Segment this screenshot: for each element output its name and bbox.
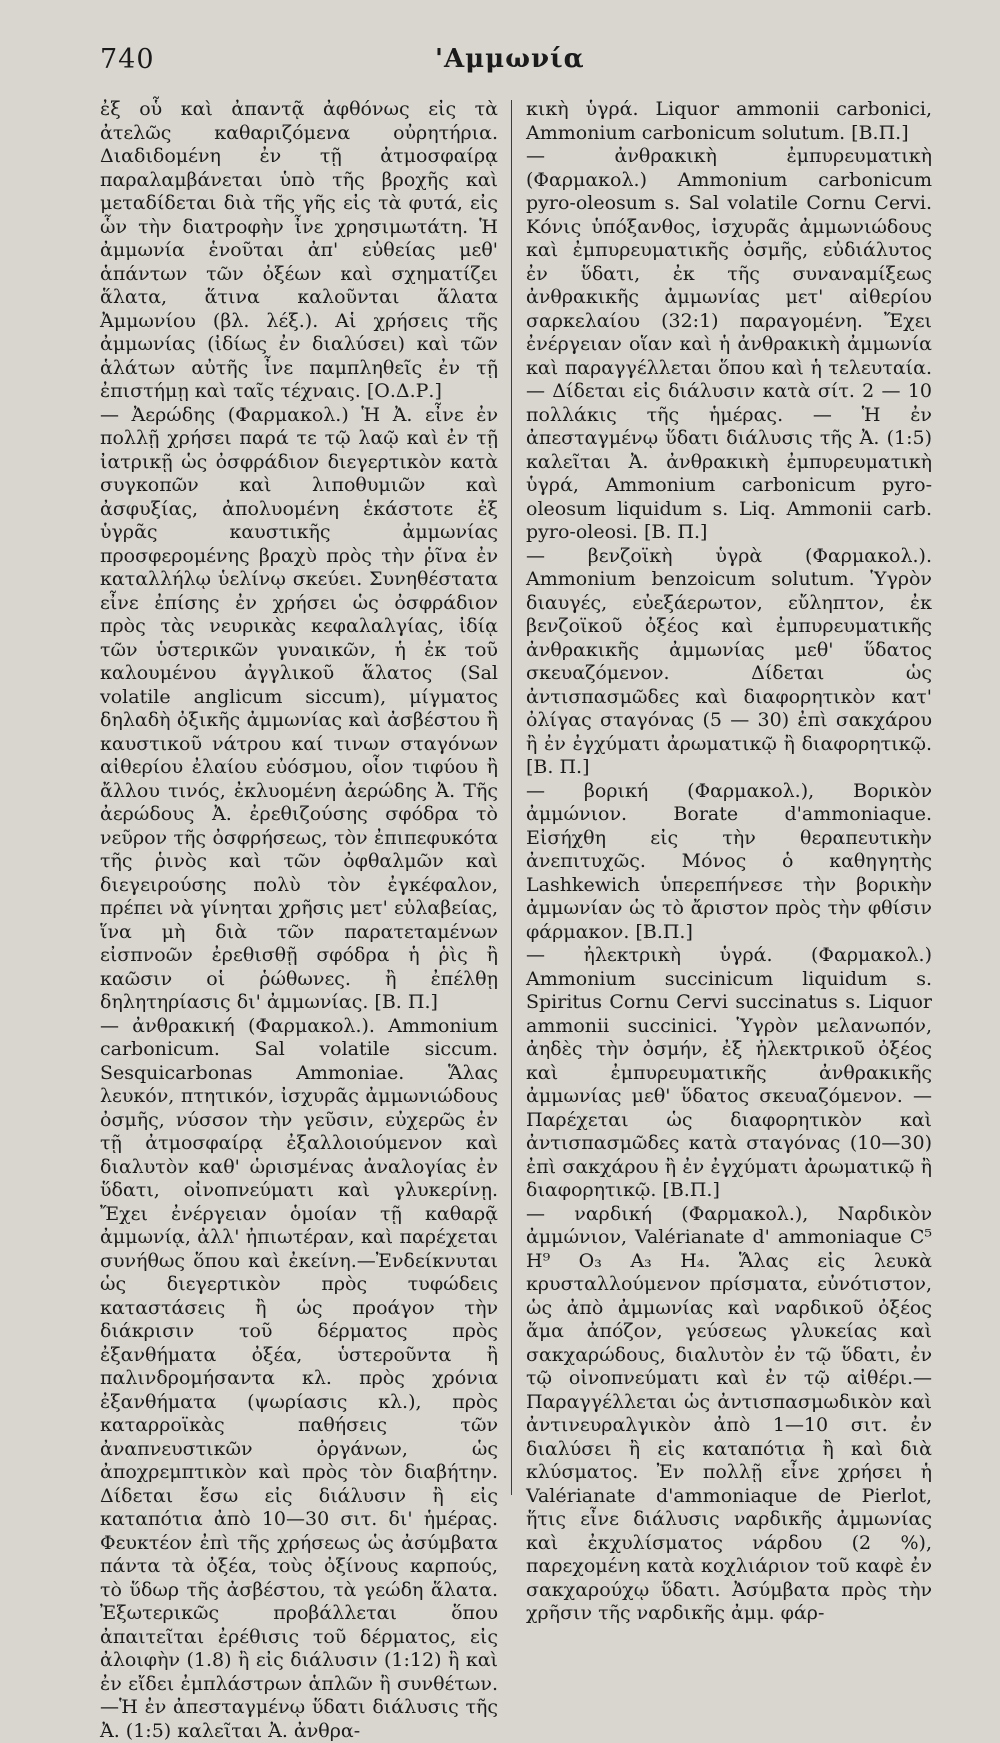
- right-paragraph-3: — βενζοϊκὴ ὑγρὰ (Φαρμακολ.). Ammonium benzoicum solutum. Ὑγρὸν διαυγές, εὐεξάερωτον, εὔληπτον, ἐκ βενζοϊκοῦ ὀξέος καὶ ἐμπυρευματικῆς ἀνθρακικῆς ἀμμωνίας μεθ' ὕδατος σκευαζόμενον. Δίδεται ὡς ἀντισπασμῶδες καὶ διαφορητικὸν κατ' ὀλίγας σταγόνας (5 — 30) ἐπὶ σακχάρου ἢ ἐν ἐγχύματι ἀρωματικῷ ἢ διαφορητικῷ. [Β. Π.]: [526, 545, 932, 780]
- page-header: [100, 44, 960, 88]
- right-column: [526, 98, 932, 1518]
- right-paragraph-2: — ἀνθρακικὴ ἐμπυρευματικὴ (Φαρμακολ.) Ammonium carbonicum pyro-oleosum s. Sal volatile Cornu Cervi. Κόνις ὑπόξανθος, ἰσχυρᾶς ἀμμωνιώδους καὶ ἐμπυρευματικῆς ὀσμῆς, εὐδιάλυτος ἐν ὕδατι, ἐκ τῆς συναναμίξεως ἀνθρακικῆς ἀμμωνίας μετ' αἰθερίου σαρκελαίου (32:1) παραγομένη. Ἔχει ἐνέργειαν οἵαν καὶ ἡ ἀνθρακικὴ ἀμμωνία καὶ παραγγέλλεται ὅπου καὶ ἡ τελευταία.— Δίδεται εἰς διάλυσιν κατὰ σίτ. 2 — 10 πολλάκις τῆς ἡμέρας. — Ἡ ἐν ἀπεσταγμένῳ ὕδατι διάλυσις τῆς Ἀ. (1:5) καλεῖται Ἀ. ἀνθρακικὴ ἐμπυρευματικὴ ὑγρά, Ammonium carbonicum pyro-oleosum liquidum s. Liq. Ammonii carb. pyro-oleosi. [Β. Π.]: [526, 145, 932, 545]
- column-divider: [511, 100, 512, 1495]
- right-paragraph-4: — βορική (Φαρμακολ.), Βορικὸν ἀμμώνιον. Borate d'ammoniaque. Εἰσήχθη εἰς τὴν θεραπευτικὴν ἀνεπιτυχῶς. Μόνος ὁ καθηγητὴς Lashkewich ὑπερεπήνεσε τὴν βορικὴν ἀμμωνίαν ὡς τὸ ἄριστον πρὸς τὴν φθίσιν φάρμακον. [Β.Π.]: [526, 780, 932, 945]
- right-paragraph-1: κικὴ ὑγρά. Liquor ammonii carbonici, Ammonium carbonicum solutum. [Β.Π.]: [526, 98, 932, 145]
- right-paragraph-6: — ναρδική (Φαρμακολ.), Ναρδικὸν ἀμμώνιον, Valérianate d' ammoniaque C⁵ H⁹ O₃ A₃ H₄. Ἅλας εἰς λευκὰ κρυσταλλούμενον πρίσματα, εὐνότιστον, ὡς ἀπὸ ἀμμωνίας καὶ ναρδικοῦ ὀξέος ἅμα ἀπόζον, γεύσεως γλυκείας καὶ σακχαρώδους, διαλυτὸν ἐν τῷ ὕδατι, ἐν τῷ οἰνοπνεύματι καὶ ἐν τῷ αἰθέρι.—Παραγγέλλεται ὡς ἀντισπασμωδικὸν καὶ ἀντινευραλγικὸν ἀπὸ 1—10 σιτ. ἐν διαλύσει ἢ εἰς καταπότια ἢ καὶ διὰ κλύσματος. Ἐν πολλῇ εἶνε χρήσει ἡ Valérianate d'ammoniaque de Pierlot, ἥτις εἶνε διάλυσις ναρδικῆς ἀμμωνίας καὶ ἐκχυλίσματος νάρδου (2 %), παρεχομένη κατὰ κοχλιάριον τοῦ καφὲ ἐν σακχαρούχῳ ὕδατι. Ἀσύμβατα πρὸς τὴν χρῆσιν τῆς ναρδικῆς ἀμμ. φάρ-: [526, 1203, 932, 1626]
- running-head: 'Αμμωνία: [435, 44, 585, 74]
- page-number: 740: [100, 44, 155, 75]
- left-column: [100, 98, 498, 1518]
- left-paragraph-2: — Ἀερώδης (Φαρμακολ.) Ἡ Ἀ. εἶνε ἐν πολλῇ χρήσει παρά τε τῷ λαῷ καὶ ἐν τῇ ἰατρικῇ ὡς ὀσφράδιον διεγερτικὸν κατὰ συγκοπῶν καὶ λιποθυμιῶν καὶ ἀσφυξίας, ἀπολυομένη ἑκάστοτε ἐξ ὑγρᾶς καυστικῆς ἀμμωνίας προσφερομένης βραχὺ πρὸς τὴν ῥῖνα ἐν καταλλήλῳ ὑελίνῳ σκεύει. Συνηθέστατα εἶνε ἐπίσης ἐν χρήσει ὡς ὀσφράδιον πρὸς τὰς νευρικὰς κεφαλαλγίας, ἰδίᾳ τῶν ὑστερικῶν γυναικῶν, ἡ ἐκ τοῦ καλουμένου ἀγγλικοῦ ἅλατος (Sal volatile anglicum siccum), μίγματος δηλαδὴ ὀξικῆς ἀμμωνίας καὶ ἀσβέστου ἢ καυστικοῦ νάτρου καί τινων σταγόνων αἰθερίου ἐλαίου εὐόσμου, οἷον τιφύου ἢ ἄλλου τινός, ἐκλυομένη ἀερώδης Ἀ. Τῆς ἀερώδους Ἀ. ἐρεθιζούσης σφόδρα τὸ νεῦρον τῆς ὀσφρήσεως, τὸν ἐπιπεφυκότα τῆς ῥινὸς καὶ τῶν ὀφθαλμῶν καὶ διεγειρούσης πολὺ τὸν ἐγκέφαλον, πρέπει νὰ γίνηται χρῆσις μετ' εὐλαβείας, ἵνα μὴ διὰ τῶν παρατεταμένων εἰσπνοῶν ἐρεθισθῇ σφόδρα ἡ ῥὶς ἢ καῶσιν οἱ ῥώθωνες. ἢ ἐπέλθῃ δηλητηρίασις δι' ἀμμωνίας. [Β. Π.]: [100, 404, 498, 1015]
- left-paragraph-3: — ἀνθρακική (Φαρμακολ.). Ammonium carbonicum. Sal volatile siccum. Sesquicarbonas Ammoniae. Ἅλας λευκόν, πτητικόν, ἰσχυρᾶς ἀμμωνιώδους ὀσμῆς, νύσσον τὴν γεῦσιν, εὐχερῶς ἐν τῇ ἀτμοσφαίρᾳ ἐξαλλοιούμενον καὶ διαλυτὸν καθ' ὡρισμένας ἀναλογίας ἐν ὕδατι, οἰνοπνεύματι καὶ γλυκερίνῃ. Ἔχει ἐνέργειαν ὁμοίαν τῇ καθαρᾷ ἀμμωνίᾳ, ἀλλ' ἠπιωτέραν, καὶ παρέχεται συνήθως ὅπου καὶ ἐκείνη.—Ἐνδείκνυται ὡς διεγερτικὸν πρὸς τυφώδεις καταστάσεις ἢ ὡς προάγον τὴν διάκρισιν τοῦ δέρματος πρὸς ἐξανθήματα ὀξέα, ὑστεροῦντα ἢ παλινδρομήσαντα κλ. πρὸς χρόνια ἐξανθήματα (ψωρίασις κλ.), πρὸς καταρροϊκὰς παθήσεις τῶν ἀναπνευστικῶν ὀργάνων, ὡς ἀποχρεμπτικὸν καὶ πρὸς τὸν διαβήτην. Δίδεται ἔσω εἰς διάλυσιν ἢ εἰς καταπότια ἀπὸ 10—30 σιτ. δι' ἡμέρας. Φευκτέον ἐπὶ τῆς χρήσεως ὡς ἀσύμβατα πάντα τὰ ὀξέα, τοὺς ὀξίνους καρπούς, τὸ ὕδωρ τῆς ἀσβέστου, τὰ γεώδη ἅλατα. Ἐξωτερικῶς προβάλλεται ὅπου ἀπαιτεῖται ἐρέθισις τοῦ δέρματος, εἰς ἀλοιφὴν (1.8) ἢ εἰς διάλυσιν (1:12) ἢ καὶ ἐν εἴδει ἐμπλάστρων ἁπλῶν ἢ συνθέτων.—Ἡ ἐν ἀπεσταγμένῳ ὕδατι διάλυσις τῆς Ἀ. (1:5) καλεῖται Ἀ. ἀνθρα-: [100, 1015, 498, 1743]
- right-paragraph-5: — ἠλεκτρικὴ ὑγρά. (Φαρμακολ.) Ammonium succinicum liquidum s. Spiritus Cornu Cervi succinatus s. Liquor ammonii succinici. Ὑγρὸν μελανωπόν, ἀηδὲς τὴν ὀσμήν, ἐξ ἠλεκτρικοῦ ὀξέος καὶ ἐμπυρευματικῆς ἀνθρακικῆς ἀμμωνίας μεθ' ὕδατος σκευαζόμενον. — Παρέχεται ὡς διαφορητικὸν καὶ ἀντισπασμῶδες κατὰ σταγόνας (10—30) ἐπὶ σακχάρου ἢ ἐν ἐγχύματι ἀρωματικῷ ἢ διαφορητικῷ. [Β.Π.]: [526, 944, 932, 1203]
- left-paragraph-1: ἐξ οὗ καὶ ἀπαντᾷ ἀφθόνως εἰς τὰ ἀτελῶς καθαριζόμενα οὐρητήρια. Διαδιδομένη ἐν τῇ ἀτμοσφαίρᾳ παραλαμβάνεται ὑπὸ τῆς βροχῆς καὶ μεταδίδεται διὰ τῆς γῆς εἰς τὰ φυτά, εἰς ὧν τὴν διατροφὴν ἶνε χρησιμωτάτη. Ἡ ἀμμωνία ἑνοῦται ἀπ' εὐθείας μεθ' ἁπάντων τῶν ὀξέων καὶ σχηματίζει ἅλατα, ἅτινα καλοῦνται ἅλατα Ἀμμωνίου (βλ. λέξ.). Αἱ χρήσεις τῆς ἀμμωνίας (ἰδίως ἐν διαλύσει) καὶ τῶν ἁλάτων αὐτῆς ἶνε παμπληθεῖς ἐν τῇ ἐπιστήμῃ καὶ ταῖς τέχναις. [Ο.Δ.Ρ.]: [100, 98, 498, 404]
